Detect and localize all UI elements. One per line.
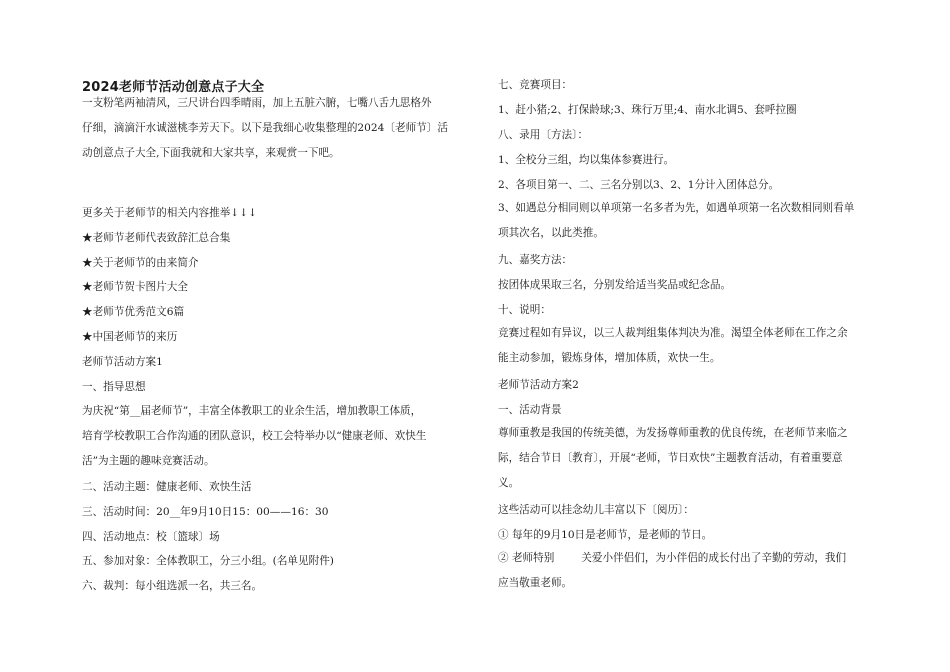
intro-line: 动创意点子大全,下面我就和大家共享，来观赏一下吧。 xyxy=(82,147,340,159)
paragraph-line: 为庆祝“第__届老师节”，丰富全体教职工的业余生活，增加教职工体质， xyxy=(82,405,422,417)
paragraph-line: 际，结合节日〔教育〕，开展“老师，节日欢快”主题教育活动，有着重要意 xyxy=(498,452,843,464)
section-heading: 七、竞赛项目： xyxy=(498,79,573,91)
section-paragraph xyxy=(82,399,462,474)
intro-line: 仔细，滴滴汗水诚滋桃李芳天下。以下是我细心收集整理的2024〔老师节〕活 xyxy=(82,122,448,134)
related-link[interactable]: ★中国老师节的来历 xyxy=(82,331,178,343)
section-paragraph xyxy=(498,421,878,496)
paragraph-line: 培育学校教职工合作沟通的团队意识，校工会特举办以“健康老师、欢快生 xyxy=(82,430,427,442)
paragraph-line: 义。 xyxy=(498,477,520,489)
paragraph-line: 应当敬重老师。 xyxy=(498,577,573,589)
related-link[interactable]: ★关于老师节的由来简介 xyxy=(82,257,199,269)
plan2-heading: 老师节活动方案2 xyxy=(498,379,579,391)
paragraph-line: 竞赛过程如有异议，以三人裁判组集体判决为准。渴望全体老师在工作之余 xyxy=(498,327,848,339)
document-title: 2024老师节活动创意点子大全 xyxy=(82,80,265,95)
plan1-heading: 老师节活动方案1 xyxy=(82,356,163,368)
paragraph-line: ② 老师特别 关爱小伴侣们，为小伴侣的成长付出了辛勤的劳动，我们 xyxy=(498,552,847,564)
intro-paragraph xyxy=(82,91,462,166)
section-line: 2、各项目第一、二、三名分别以3、2、1分计入团体总分。 xyxy=(498,179,780,191)
section-paragraph xyxy=(498,321,878,371)
section-line: 三、活动时间：20__年9月10日15：00——16：30 xyxy=(82,506,329,518)
section-heading: 十、说明： xyxy=(498,304,551,316)
more-content-heading: 更多关于老师节的相关内容推举↓↓↓ xyxy=(82,207,257,219)
related-link[interactable]: ★老师节贺卡图片大全 xyxy=(82,281,188,293)
section-line: 五、参加对象：全体教职工，分三小组。(名单见附件) xyxy=(82,555,334,567)
related-link[interactable]: ★老师节老师代表致辞汇总合集 xyxy=(82,232,231,244)
paragraph-line: 尊师重教是我国的传统美德，为发扬尊师重教的优良传统，在老师节来临之 xyxy=(498,427,848,439)
section-line: 1、赶小猪;2、打保龄球;3、珠行万里;4、南水北调5、套呼拉圈 xyxy=(498,104,797,116)
paragraph-line: 活”为主题的趣味竞赛活动。 xyxy=(82,455,215,467)
section-paragraph xyxy=(498,196,878,246)
section-line: 二、活动主题：健康老师、欢快生活 xyxy=(82,481,252,493)
section-line: 四、活动地点：校〔篮球〕场 xyxy=(82,531,220,543)
section-line: 1、全校分三组，均以集体参赛进行。 xyxy=(498,154,675,166)
section-paragraph xyxy=(498,546,878,596)
section-heading: 一、活动背景 xyxy=(498,404,562,416)
section-line: 这些活动可以挂念幼儿丰富以下〔阅历〕： xyxy=(498,504,694,516)
section-heading: 九、嘉奖方法： xyxy=(498,254,573,266)
paragraph-line: 3、如遇总分相同则以单项第一名多者为先，如遇单项第一名次数相同则看单 xyxy=(498,202,855,214)
section-heading: 八、录用〔方法〕： xyxy=(498,129,589,141)
section-line: 按团体成果取三名，分别发给适当奖品或纪念品。 xyxy=(498,279,732,291)
related-link[interactable]: ★老师节优秀范文6篇 xyxy=(82,306,185,318)
intro-line: 一支粉笔两袖清风，三尺讲台四季晴雨，加上五脏六腑，七嘴八舌九思格外 xyxy=(82,97,432,109)
section-line: 六、裁判：每小组选派一名，共三名。 xyxy=(82,580,263,592)
paragraph-line: 能主动参加，锻炼身体，增加体质，欢快一生。 xyxy=(498,352,721,364)
section-line: ① 每年的9月10日是老师节，是老师的节日。 xyxy=(498,529,713,541)
section-heading: 一、指导思想 xyxy=(82,381,146,393)
paragraph-line: 项其次名，以此类推。 xyxy=(498,227,604,239)
